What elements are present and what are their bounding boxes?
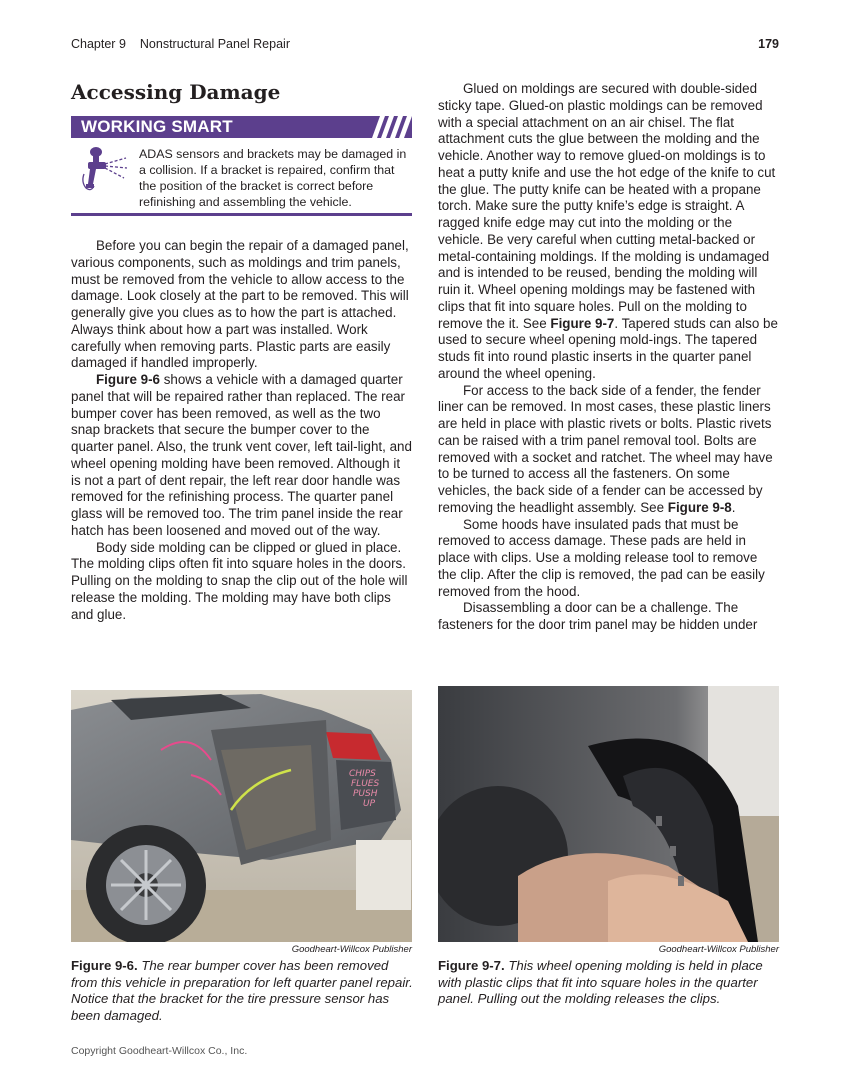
paragraph: Before you can begin the repair of a damaged panel, various components, such as moldings and trim panels, must be removed from the vehicle to allow access to the damage. Look closely at the part to be removed. This will generally give you clues as to how the part is attached. Always think about how a part was installed. Work carefully when removing parts. Plastic parts are easily damaged if handled improperly. [71,238,409,371]
right-column [438,81,779,634]
figure-label: Figure 9-6. [71,958,138,973]
working-smart-label: WORKING SMART [81,117,233,136]
paragraph: Some hoods have insulated pads that must be removed to access damage. These pads are held in place with clips. Use a molding release tool to remove the clip. After the clip is removed, the pad can be easily removed from the hood. [438,516,765,599]
working-smart-text: ADAS sensors and brackets may be damaged in a collision. If a bracket is repaired, confirm that the position of the bracket is correct before refinishing and assembling the vehicle. [139,147,407,210]
copyright-footer: Copyright Goodheart-Willcox Co., Inc. [71,1045,248,1057]
figure-9-6-photo [71,690,412,942]
working-smart-banner [71,116,412,138]
page-number: 179 [758,37,779,51]
figure-reference: Figure 9-8 [667,499,732,515]
figure-credit: Goodheart-Willcox Publisher [658,944,779,955]
figure-credit: Goodheart-Willcox Publisher [291,944,412,955]
car-quarter-panel-image [71,690,412,942]
paragraph: Glued on moldings are secured with double-sided sticky tape. Glued-on plastic moldings can be removed with a special attachment on an air chisel. The flat attachment cuts the glue between the molding and the vehicle. Another way to remove glued-on moldings is to heat a putty knife and use the hot edge of the knife to cut the glue. The putty knife can be heated with a propane torch. Make sure the putty knife’s edge is straight. A ragged knife edge may cut into the molding or the vehicle. Be very careful when cutting metal-backed or metal-containing moldings. If the molding is undamaged and is intended to be reused, bending the molding will ruin it. Wheel opening moldings may be fastened with clips that fit into square holes. Pull on the molding to remove the it. See Figure 9-7. Tapered studs can also be used to secure wheel opening mold-ings. The tapered studs fit into round plastic inserts in the quarter panel around the wheel opening. [438,81,778,381]
figure-9-7-photo [438,686,779,942]
section-title: Accessing Damage [71,80,281,104]
left-column [71,238,412,623]
spray-gun-icon [74,144,130,196]
chapter-number: Chapter 9 [71,37,126,51]
paragraph: Disassembling a door can be a challenge. The fasteners for the door trim panel may be hidden under [438,600,758,632]
banner-stripes-icon [368,116,412,138]
paragraph: For access to the back side of a fender, the fender liner can be removed. In most cases, these plastic liners are held in place with plastic rivets or bolts. Plastic rivets can be raised with a trim panel removal tool. Bolts are removed with a socket and ratchet. The wheel may have to be turned to access all the fasteners. On some vehicles, the back side of a fender can be accessed by removing the headlight assembly. See Figure 9-8. [438,382,773,515]
working-smart-rule [71,213,412,216]
paragraph: Figure 9-6 shows a vehicle with a damaged quarter panel that will be repaired rather than replaced. The rear bumper cover has been removed, as well as the two snap brackets that secure the bumper cover to the quarter panel. Also, the trunk vent cover, left tail-light, and wheel opening molding have been removed. Although it is not a part of dent repair, the left rear door handle was removed for the refinishing process. The quarter panel glass will be removed too. The trim panel inside the rear hatch has been loosened and moved out of the way. [71,372,412,538]
figure-caption: Figure 9-6. The rear bumper cover has been removed from this vehicle in preparation for left quarter panel repair. Notice that the bracket for the tire pressure sensor has been damaged. [71,958,413,1024]
chapter-title: Nonstructural Panel Repair [139,37,290,51]
wheel-molding-image [438,686,779,942]
figure-label: Figure 9-7. [438,958,505,973]
figure-reference: Figure 9-6 [96,372,160,387]
figure-reference: Figure 9-7 [550,315,615,331]
photo-marker-text: CHIPS FLUES PUSH UP [349,769,380,809]
running-head [71,37,290,51]
figure-caption: Figure 9-7. This wheel opening molding is held in place with plastic clips that fit into square holes in the quarter panel. Pulling out the molding releases the clips. [438,958,763,1007]
paragraph: Body side molding can be clipped or glued in place. The molding clips often fit into square holes in the doors. Pulling on the molding to snap the clip out of the hole will release the molding. The molding may have both clips and glue. [71,539,408,622]
